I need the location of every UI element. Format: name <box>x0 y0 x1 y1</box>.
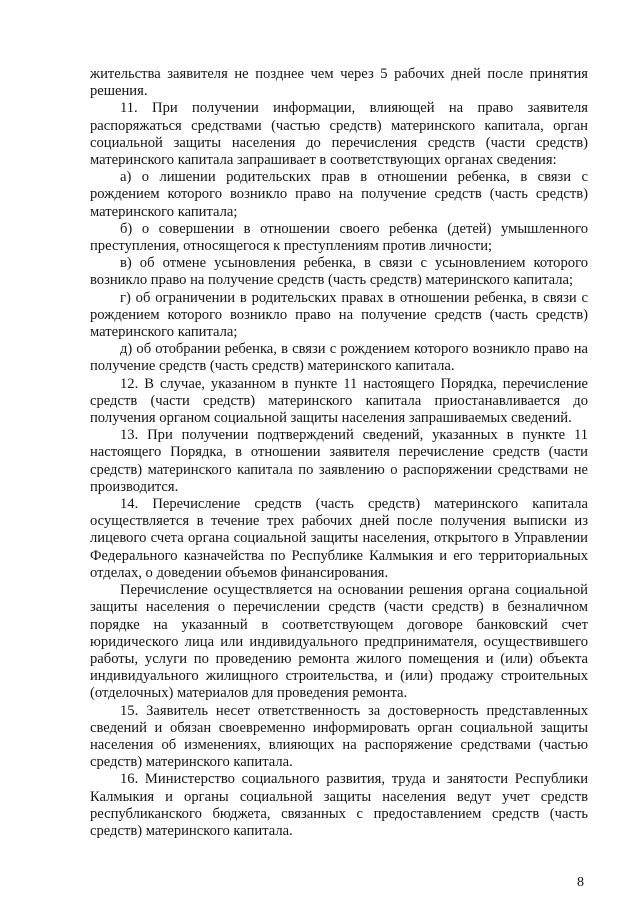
paragraph-subitem-d: д) об отобрании ребенка, в связи с рождением которого возникло право на получение средств (часть средств) материнского капитала. <box>90 341 588 375</box>
paragraph-item-14: 14. Перечисление средств (часть средств) материнского капитала осуществляется в течение трех рабочих дней после получения выписки из лицевого счета органа социальной защиты населения, открытого в Управлении Федерального казначейства по Республике Калмыкия и его территориальных отделах, о доведении объемов финансирования. <box>90 496 588 581</box>
paragraph-item-12: 12. В случае, указанном в пункте 11 настоящего Порядка, перечисление средств (части средств) материнского капитала приостанавливается до получения органом социальной защиты населения запрашиваемых сведений. <box>90 375 588 427</box>
paragraph-item-16: 16. Министерство социального развития, труда и занятости Республики Калмыкия и органы социальной защиты населения ведут учет средств республиканского бюджета, связанных с предоставлением средств (часть средств) материнского капитала. <box>90 771 588 839</box>
paragraph-item-14-transfer: Перечисление осуществляется на основании решения органа социальной защиты населения о перечислении средств (части средств) в безналичном порядке на указанный в соответствующем договоре банковский счет юридического лица или индивидуального предпринимателя, осуществившего работы, услуги по проведению ремонта жилого помещения и (или) объекта индивидуального жилищного строительства, и (или) продажу строительных (отделочных) материалов для проведения ремонта. <box>90 582 588 702</box>
paragraph-item-11: 11. При получении информации, влияющей на право заявителя распоряжаться средствами (частью средств) материнского капитала, орган социальной защиты населения до перечисления средств (части средств) материнского капитала запрашивает в соответствующих органах сведения: <box>90 100 588 169</box>
paragraph-item-15: 15. Заявитель несет ответственность за достоверность представленных сведений и обязан своевременно информировать орган социальной защиты населения об изменениях, влияющих на распоряжение средствами (частью средств) материнского капитала. <box>90 702 588 771</box>
paragraph-subitem-b: б) о совершении в отношении своего ребенка (детей) умышленного преступления, относящегося к преступлениям против личности; <box>90 220 588 255</box>
page-number: 8 <box>577 875 584 890</box>
paragraph-item-13: 13. При получении подтверждений сведений, указанных в пункте 11 настоящего Порядка, в отношении заявителя перечисление средств (части средств) материнского капитала по заявлению о распоряжении средствами не производится. <box>90 427 588 495</box>
paragraph-subitem-v: в) об отмене усыновления ребенка, в связи с усыновлением которого возникло право на получение средств (часть средств) материнского капитала; <box>90 255 588 289</box>
paragraph-subitem-a: а) о лишении родительских прав в отношении ребенка, в связи с рождением которого возникло право на получение средств (часть средств) материнского капитала; <box>90 169 588 220</box>
paragraph-subitem-g: г) об ограничении в родительских правах в отношении ребенка, в связи с рождением которого возникло право на получение средств (часть средств) материнского капитала; <box>90 289 588 341</box>
paragraph-continuation: жительства заявителя не позднее чем через 5 рабочих дней после принятия решения. <box>90 66 588 100</box>
document-body <box>90 66 588 840</box>
